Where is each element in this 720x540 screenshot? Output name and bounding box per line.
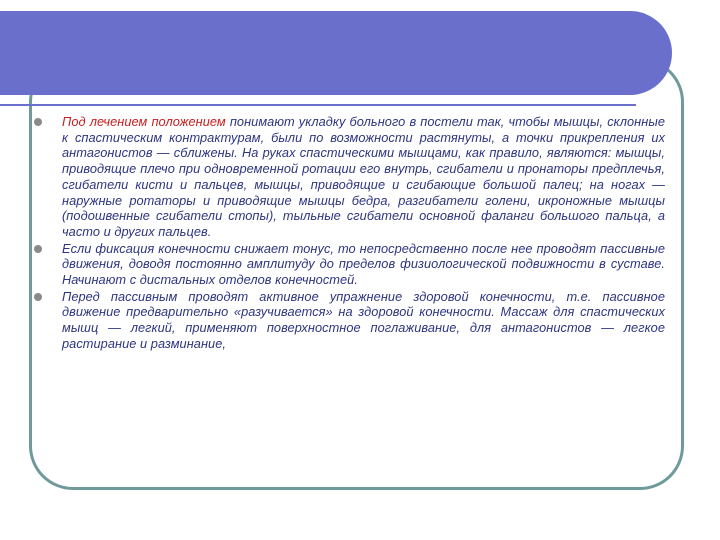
- bullet-text: понимают укладку больного в постели так, чтобы мышцы, склонные к спастическим контрактурам, были по возможности растянуты, а точки прикрепления их антагонистов — сближены. На руках спастическими мышцами, как правило, являются: мышцы, приводящие плечо при одновременной ротации его внутрь, сгибатели и пронаторы предплечья, сгибатели кисти и пальцев, мышцы, приводящие и сгибающие большой палец; на ногах — наружные ротаторы и приводящие мышцы бедра, разгибатели голени, икроножные мышцы (подошвенные сгибатели стопы), тыльные сгибатели основной фаланги большого пальца, а часто и других пальцев.: [62, 114, 665, 239]
- bullet-text: Если фиксация конечности снижает тонус, то непосредственно после нее проводят пассивные движения, доводя постоянно амплитуду до пределов физиологической подвижности в суставе. Начинают с дистальных отделов конечностей.: [62, 240, 665, 288]
- bullet-item: [40, 114, 665, 240]
- bullet-dot-icon: [34, 293, 42, 301]
- bullet-text: Перед пассивным проводят активное упражнение здоровой конечности, т.е. пассивное движение предварительно «разучивается» на здоровой конечности. Массаж для спастических мышц — легкий, применяют поверхностное поглаживание, для антагонистов — легкое растирание и разминание,: [62, 288, 665, 351]
- header-divider: [0, 104, 636, 106]
- bullet-item: [40, 241, 665, 288]
- bullet-dot-icon: [34, 245, 42, 253]
- header-band: [0, 11, 672, 95]
- bullet-list: [40, 114, 665, 353]
- bullet-item: [40, 289, 665, 352]
- bullet-dot-icon: [34, 118, 42, 126]
- highlighted-term: Под лечением положением: [62, 114, 226, 129]
